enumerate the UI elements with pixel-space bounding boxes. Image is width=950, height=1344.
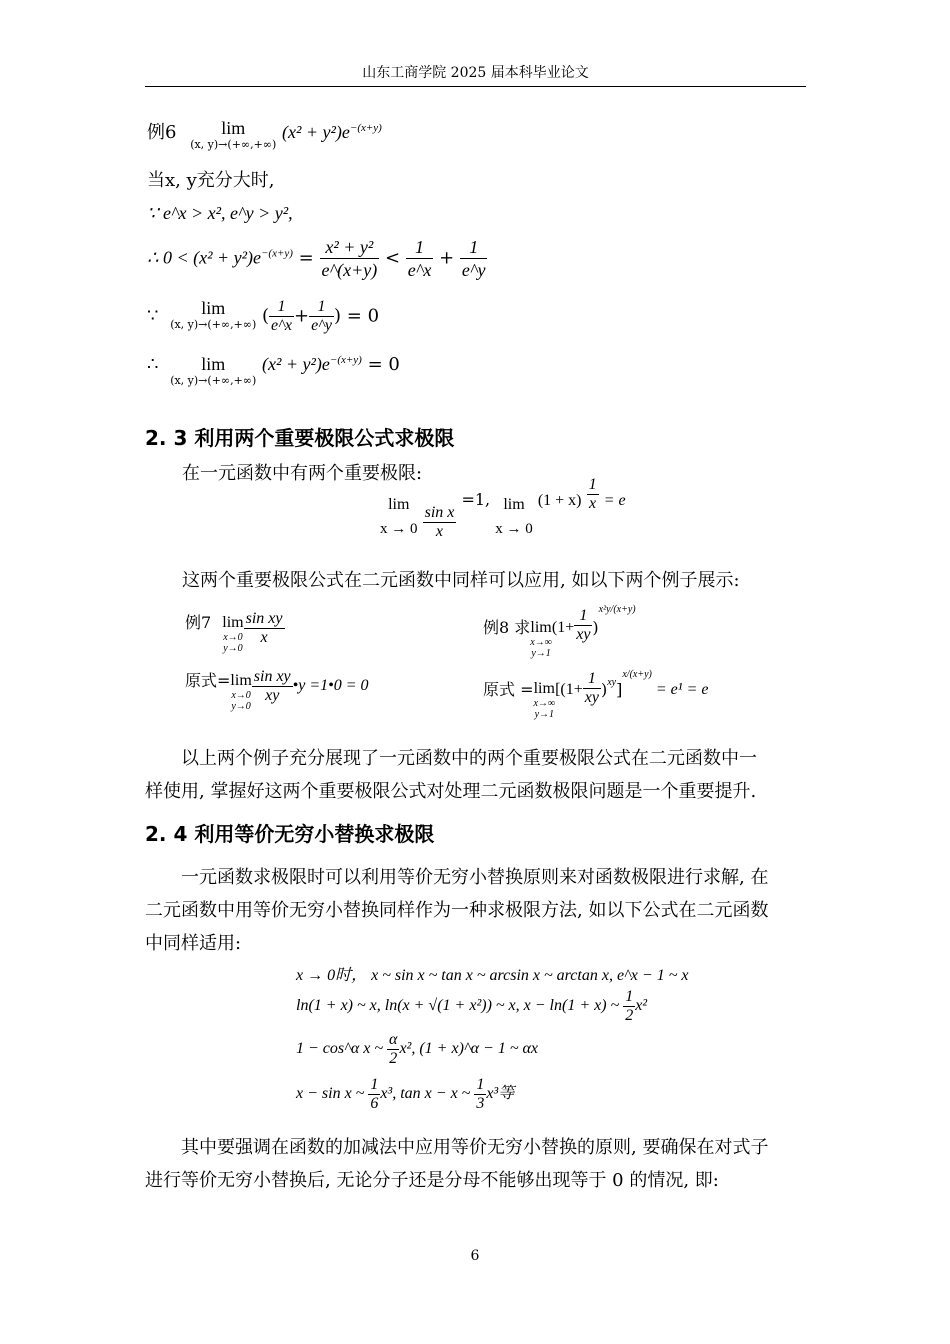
- section-2-4-heading: 2. 4 利用等价无穷小替换求极限: [145, 822, 435, 846]
- page-number: 6: [470, 1248, 480, 1264]
- section-2-4-paragraph1: 一元函数求极限时可以利用等价无穷小替换原则来对函数极限进行求解, 在 二元函数中用等价无穷小替换同样作为一种求极限方法, 如以下公式在二元函数 中同样适用:: [145, 867, 769, 954]
- example6-line6: ∴ lim (x, y)→(+∞,+∞) $(x^2 + y^2)e^{-(x+y)} = 0$: [147, 354, 400, 387]
- section-2-3-conclusion: 以上两个例子充分展现了一元函数中的两个重要极限公式在二元函数中一 样使用, 掌握好这两个重要极限公式对处理二元函数极限问题是一个重要提升.: [145, 748, 757, 802]
- example6-line3: ∵ e^x > x², e^y > y²,: [147, 203, 293, 223]
- example6-lim: lim (x, y)→(+∞,+∞): [190, 118, 277, 151]
- important-limits-formula: lim x → 0 $\frac{\text{sin x}}{x}$ =1, lim x → 0 (1 + x) $\frac{1}{x}$ = e: [380, 476, 626, 540]
- example8-solution: 原式 =lim x→∞ y→1 [(1+ $\frac{1}{xy}$ )$^{xy}$]$^{x/(x+y)}$= e¹ = e: [483, 669, 709, 720]
- equivalent-infinitesimals-eq2: ln(1 + x) ~ x, ln(x + √(1 + x²)) ~ x, x − ln(1 + x) ~ $\frac{1}{2}$ x²: [296, 988, 648, 1024]
- example6-line2: 当x, y充分大时,: [147, 170, 275, 191]
- header-rule: [145, 86, 806, 87]
- section-2-3-intro: 在一元函数中有两个重要极限:: [182, 463, 423, 484]
- example7-solution: 原式=lim x→0 y→0 $\frac{\text{sin xy}}{xy}$ •y =1•0 = 0: [185, 668, 369, 712]
- example6-line5: ∵ lim (x, y)→(+∞,+∞) ( $\frac{1}{e\^{}x}$ + $\frac{1}{e\^{}y}$ ) = 0: [147, 298, 380, 334]
- example7-statement: 例7 lim x→0 y→0 $\frac{\text{sin xy}}{x}$: [185, 610, 283, 654]
- equivalent-infinitesimals-eq4: x − sin x ~ $\frac{1}{6}$ x³, tan x − x ~ $\frac{1}{3}$ x³等: [296, 1076, 515, 1112]
- example6-statement: 例6 lim (x, y)→(+∞,+∞) $(x^2 + y^2)e^{-(x+y)}$: [147, 118, 382, 151]
- section-2-3-heading: 2. 3 利用两个重要极限公式求极限: [145, 426, 455, 450]
- equivalent-infinitesimals-eq1: x → 0时， x ~ sin x ~ tan x ~ arcsin x ~ arctan x, e^x − 1 ~ x: [296, 967, 689, 984]
- example6-label: 例6: [147, 122, 177, 143]
- section-2-3-after: 这两个重要极限公式在二元函数中同样可以应用, 如以下两个例子展示:: [182, 570, 740, 591]
- example6-line4: ∴ $0 < (x^2 + y^2)e^{-(x+y)}$ = $\frac{\text{x² + y²}}{e\^{}(x+y)}$ < $\frac{1}{e\^{}x}$ + $\frac{1}{e\^{}y}$: [147, 237, 486, 280]
- equivalent-infinitesimals-eq3: 1 − cos^α x ~ $\frac{\alpha}{2}$ x², (1 + x)^α − 1 ~ αx: [296, 1031, 538, 1067]
- example8-statement: 例8 求lim x→∞ y→1 (1+ $\frac{1}{xy}$ )$^{x^2y/(x+y)}$: [483, 604, 636, 659]
- running-header: 山东工商学院 2025 届本科毕业论文: [362, 65, 589, 81]
- section-2-4-paragraph2: 其中要强调在函数的加减法中应用等价无穷小替换的原则, 要确保在对式子 进行等价无穷小替换后, 无论分子还是分母不能够出现等于 0 的情况, 即:: [145, 1137, 769, 1191]
